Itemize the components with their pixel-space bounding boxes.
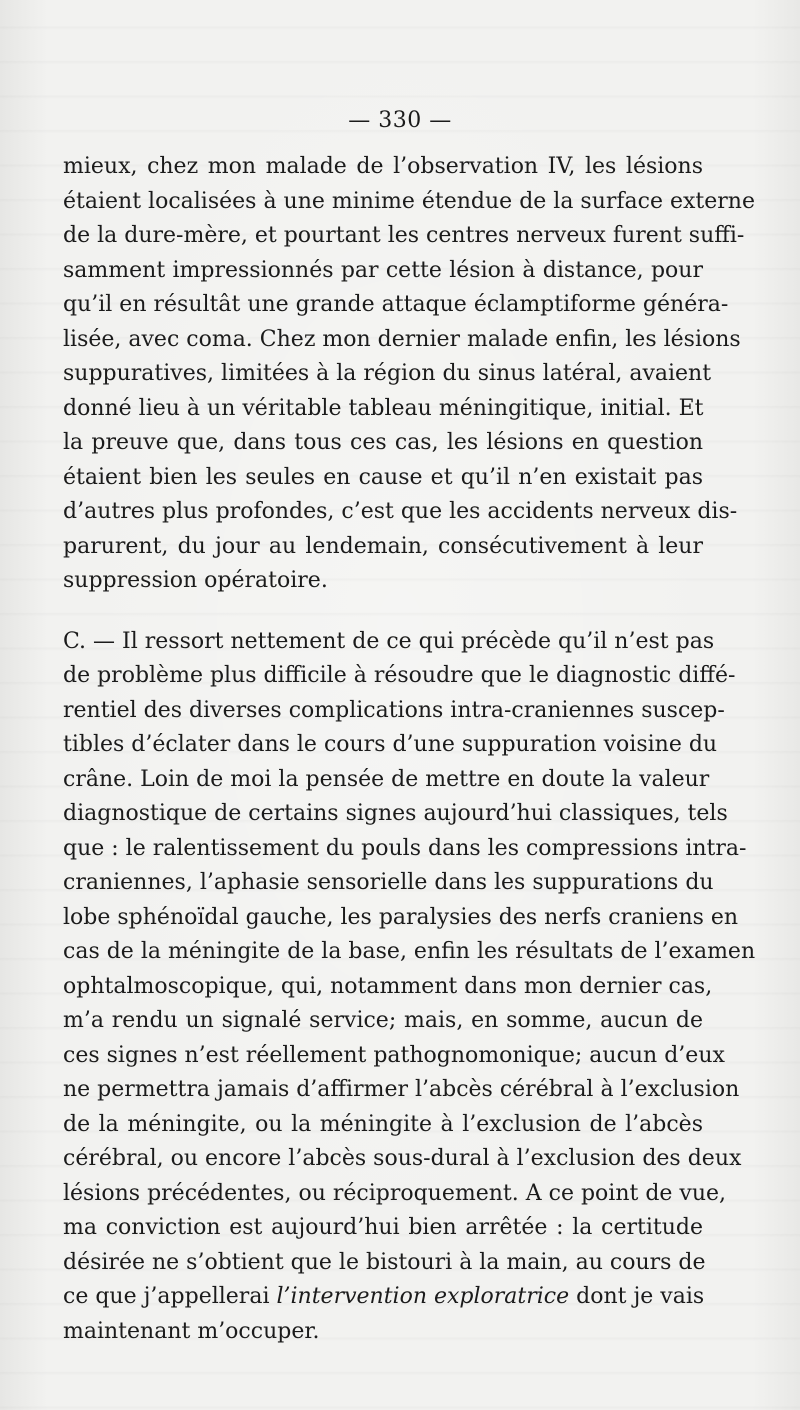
- text-line-with-italic: [63, 1280, 703, 1315]
- text-line: rentiel des diverses complications intra-craniennes suscep-: [63, 697, 725, 723]
- text-line: samment impressionnés par cette lésion à distance, pour: [63, 257, 703, 283]
- text-line: parurent, du jour au lendemain, consécutivement à leur: [63, 533, 703, 559]
- paragraph-2: [63, 625, 756, 1350]
- text-line: m’a rendu un signalé service; mais, en somme, aucun de: [63, 1008, 703, 1033]
- text-line: craniennes, l’aphasie sensorielle dans les suppurations du: [63, 870, 714, 895]
- text-line: mieux, chez mon malade de l’observation IV, les lésions: [63, 154, 703, 179]
- page-number: — 330 —: [348, 108, 452, 133]
- text-run: ce que j’appellerai: [63, 1284, 277, 1309]
- text-line: C. — Il ressort nettement de ce qui précède qu’il n’est pas: [63, 628, 715, 654]
- text-line: ma conviction est aujourd’hui bien arrêtée : la certitude: [63, 1215, 703, 1240]
- paragraph-1: [63, 150, 755, 599]
- text-line: ne permettra jamais d’affirmer l’abcès cérébral à l’exclusion: [63, 1077, 740, 1102]
- text-line: donné lieu à un véritable tableau méningitique, initial. Et: [63, 395, 704, 421]
- text-line: de la méningite, ou la méningite à l’exclusion de l’abcès: [63, 1111, 703, 1137]
- text-line: tibles d’éclater dans le cours d’une suppuration voisine du: [63, 732, 718, 757]
- text-line: qu’il en résultât une grande attaque éclamptiforme généra-: [63, 292, 729, 317]
- text-line: cas de la méningite de la base, enfin les résultats de l’examen: [63, 939, 756, 964]
- text-line: étaient localisées à une minime étendue de la surface externe: [63, 188, 755, 214]
- text-line: suppuratives, limitées à la région du sinus latéral, avaient: [63, 361, 712, 386]
- text-line: diagnostique de certains signes aujourd’hui classiques, tels: [63, 801, 728, 826]
- text-line: d’autres plus profondes, c’est que les accidents nerveux dis-: [63, 499, 738, 524]
- text-line: cérébral, ou encore l’abcès sous-dural à l’exclusion des deux: [63, 1146, 742, 1171]
- text-line: lésions précédentes, ou réciproquement. A ce point de vue,: [63, 1180, 727, 1206]
- text-line: suppression opératoire.: [63, 568, 328, 593]
- text-line: que : le ralentissement du pouls dans les compressions intra-: [63, 835, 747, 861]
- text-line: la preuve que, dans tous ces cas, les lésions en question: [63, 430, 703, 455]
- text-line: ophtalmoscopique, qui, notamment dans mon dernier cas,: [63, 973, 713, 999]
- text-line: de problème plus difficile à résoudre que le diagnostic diffé-: [63, 663, 736, 688]
- text-run: dont je vais: [569, 1284, 705, 1309]
- text-line: lobe sphénoïdal gauche, les paralysies des nerfs craniens en: [63, 904, 739, 930]
- italic-term: l’intervention exploratrice: [276, 1284, 570, 1309]
- paragraph-spacer: [63, 599, 703, 625]
- text-line: étaient bien les seules en cause et qu’il n’en existait pas: [63, 464, 703, 490]
- text-line: crâne. Loin de moi la pensée de mettre en doute la valeur: [63, 766, 710, 792]
- text-line: de la dure-mère, et pourtant les centres nerveux furent suffi-: [63, 223, 745, 248]
- text-line: désirée ne s’obtient que le bistouri à la main, au cours de: [63, 1249, 706, 1275]
- text-line: maintenant m’occuper.: [63, 1318, 320, 1344]
- text-line: ces signes n’est réellement pathognomonique; aucun d’eux: [63, 1042, 725, 1068]
- body-text: [63, 150, 756, 1349]
- text-line: lisée, avec coma. Chez mon dernier malade enfin, les lésions: [63, 326, 741, 352]
